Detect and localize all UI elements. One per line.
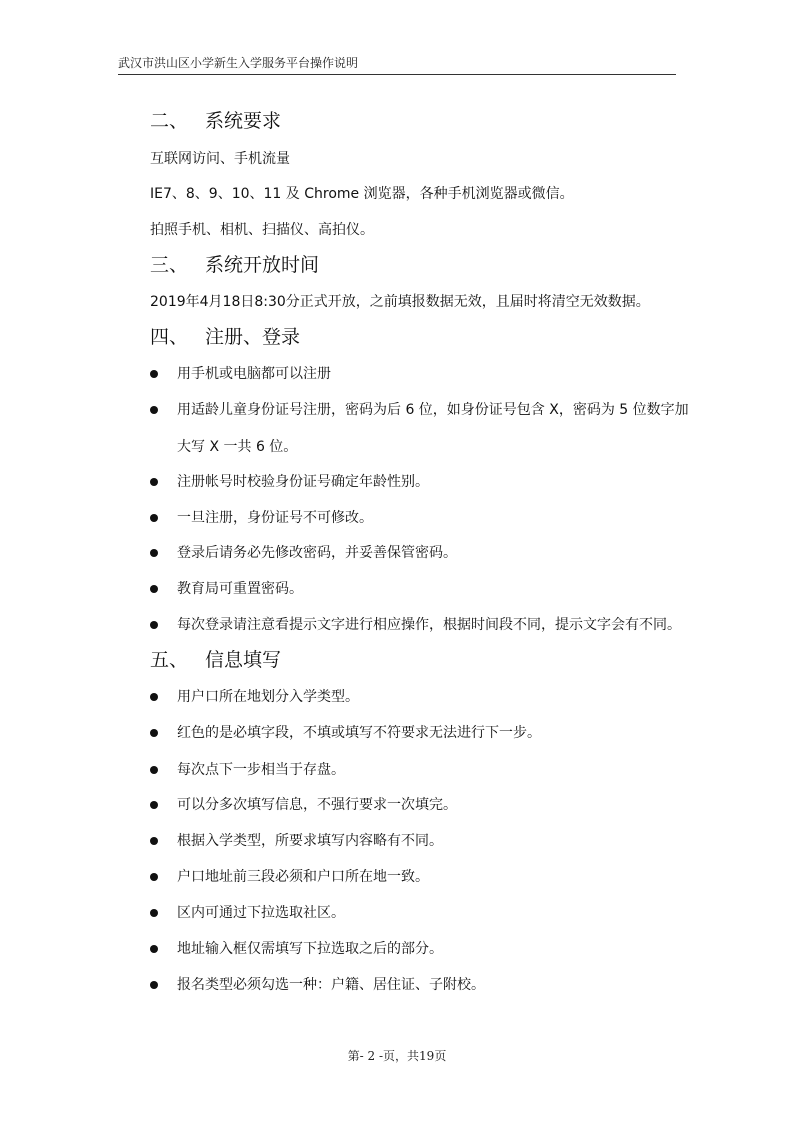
page-header: 武汉市洪山区小学新生入学服务平台操作说明 bbox=[118, 55, 676, 75]
bullet-icon bbox=[150, 909, 158, 917]
list-item-text: 用户口所在地划分入学类型。 bbox=[177, 689, 359, 705]
list-item-text: 用手机或电脑都可以注册 bbox=[177, 366, 331, 382]
section-number: 三、 bbox=[150, 254, 189, 276]
list-item-text: 用适龄儿童身份证号注册，密码为后 6 位，如身份证号包含 X，密码为 5 位数字加 bbox=[177, 402, 689, 418]
section-number: 二、 bbox=[150, 110, 189, 132]
bullet-icon bbox=[150, 801, 158, 809]
list-item-text: 一旦注册，身份证号不可修改。 bbox=[177, 510, 373, 526]
list-item-text: 红色的是必填字段，不填或填写不符要求无法进行下一步。 bbox=[177, 725, 541, 741]
paragraph: 2019年4月18日8:30分正式开放，之前填报数据无效，且届时将清空无效数据。 bbox=[150, 294, 650, 310]
bullet-icon bbox=[150, 837, 158, 845]
section-heading-5 bbox=[150, 648, 281, 672]
list-item-text: 每次点下一步相当于存盘。 bbox=[177, 762, 345, 778]
section-number: 五、 bbox=[150, 649, 189, 671]
section-heading-2 bbox=[150, 109, 281, 133]
section-title: 系统要求 bbox=[205, 110, 282, 132]
bullet-icon bbox=[150, 549, 158, 557]
paragraph: IE7、8、9、10、11 及 Chrome 浏览器，各种手机浏览器或微信。 bbox=[150, 186, 574, 202]
list-item-text: 教育局可重置密码。 bbox=[177, 581, 303, 597]
section-title: 信息填写 bbox=[205, 649, 282, 671]
list-item-text: 注册帐号时校验身份证号确定年龄性别。 bbox=[177, 474, 429, 490]
bullet-icon bbox=[150, 873, 158, 881]
section-title: 系统开放时间 bbox=[205, 254, 320, 276]
bullet-icon bbox=[150, 621, 158, 629]
list-item-text: 区内可通过下拉选取社区。 bbox=[177, 905, 345, 921]
bullet-icon bbox=[150, 406, 158, 414]
page-number: 第- 2 -页，共19页 bbox=[347, 1049, 447, 1063]
bullet-icon bbox=[150, 766, 158, 774]
list-item-text: 户口地址前三段必须和户口所在地一致。 bbox=[177, 869, 429, 885]
section-title: 注册、登录 bbox=[205, 326, 301, 348]
list-item-text-continued: 大写 X 一共 6 位。 bbox=[177, 439, 298, 455]
bullet-icon bbox=[150, 693, 158, 701]
bullet-icon bbox=[150, 585, 158, 593]
list-item-text: 可以分多次填写信息，不强行要求一次填完。 bbox=[177, 797, 457, 813]
bullet-icon bbox=[150, 945, 158, 953]
bullet-icon bbox=[150, 729, 158, 737]
bullet-icon bbox=[150, 981, 158, 989]
bullet-icon bbox=[150, 478, 158, 486]
list-item-text: 根据入学类型，所要求填写内容略有不同。 bbox=[177, 833, 443, 849]
paragraph: 拍照手机、相机、扫描仪、高拍仪。 bbox=[150, 222, 374, 238]
bullet-icon bbox=[150, 514, 158, 522]
list-item-text: 报名类型必须勾选一种：户籍、居住证、子附校。 bbox=[177, 977, 485, 993]
list-item-text: 登录后请务必先修改密码，并妥善保管密码。 bbox=[177, 545, 457, 561]
section-heading-4 bbox=[150, 325, 300, 349]
list-item-text: 地址输入框仅需填写下拉选取之后的部分。 bbox=[177, 941, 443, 957]
section-number: 四、 bbox=[150, 326, 189, 348]
paragraph: 互联网访问、手机流量 bbox=[150, 151, 290, 167]
list-item-text: 每次登录请注意看提示文字进行相应操作，根据时间段不同，提示文字会有不同。 bbox=[177, 617, 681, 633]
section-heading-3 bbox=[150, 253, 319, 277]
bullet-icon bbox=[150, 370, 158, 378]
